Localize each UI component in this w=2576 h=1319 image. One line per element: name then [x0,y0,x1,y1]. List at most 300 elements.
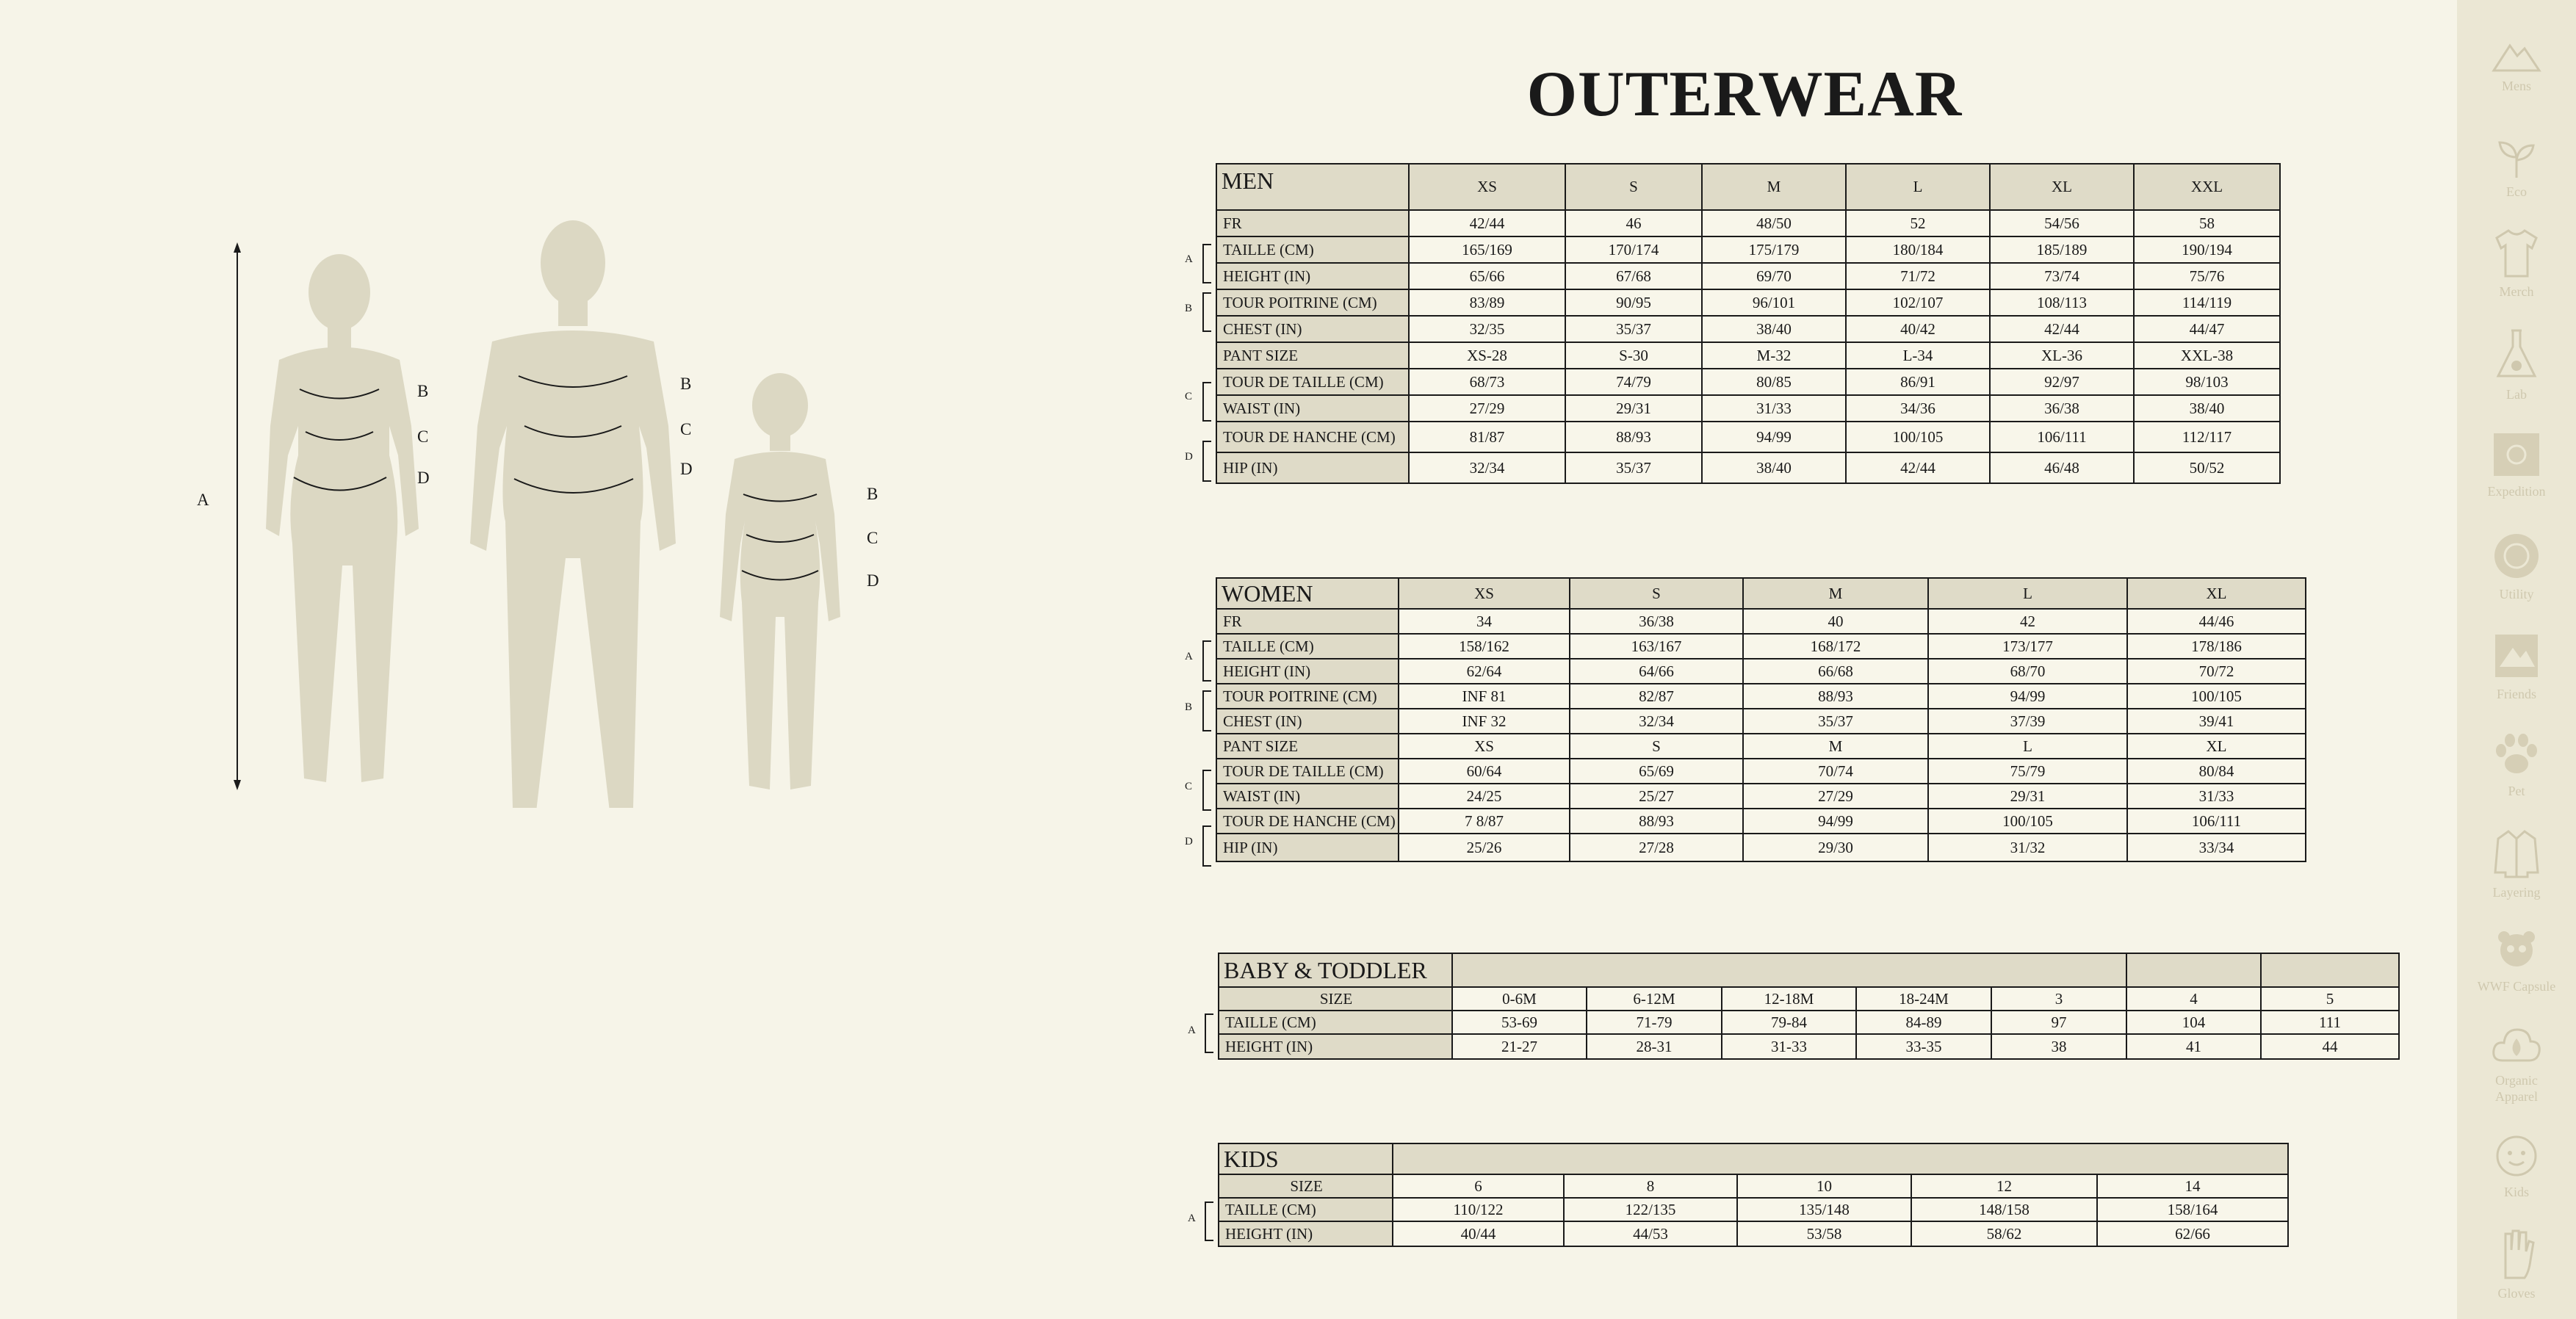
kid-face-icon [2491,1131,2542,1179]
table-cell: 41 [2126,1034,2261,1059]
table-cell: 27/29 [1409,395,1565,422]
table-cell: L [1928,734,2127,759]
table-cell: 92/97 [1990,369,2134,395]
table-cell: 110/122 [1393,1198,1564,1221]
table-cell: 38/40 [1702,316,1846,342]
table-cell: 44/46 [2127,609,2306,634]
table-cell: 46 [1565,210,1702,236]
men-table-title: MEN [1216,164,1409,210]
table-cell: 106/111 [2127,809,2306,834]
table-cell: INF 81 [1399,684,1570,709]
row-label: PANT SIZE [1216,342,1409,369]
table-cell: 18-24M [1856,987,1991,1011]
man-silhouette [470,220,676,808]
table-cell: 148/158 [1911,1198,2097,1221]
table-cell: XXL-38 [2134,342,2280,369]
sidebar-item-label: Expedition [2487,484,2546,499]
table-cell: 7 8/87 [1399,809,1570,834]
table-cell: 33/34 [2127,834,2306,861]
table-cell: 6 [1393,1174,1564,1198]
table-cell: 5 [2261,987,2399,1011]
table-cell: 6-12M [1587,987,1722,1011]
table-cell: 44 [2261,1034,2399,1059]
table-cell: 27/28 [1570,834,1743,861]
table-cell: 21-27 [1452,1034,1587,1059]
table-cell: 62/64 [1399,659,1570,684]
table-cell: 88/93 [1570,809,1743,834]
table-cell: 81/87 [1409,422,1565,452]
men-size-header: S [1565,164,1702,210]
sidebar-item-expedition[interactable] [2457,430,2576,499]
row-label: TOUR POITRINE (CM) [1216,684,1399,709]
table-row [1219,1174,2288,1198]
table-cell: XS-28 [1409,342,1565,369]
table-cell: 0-6M [1452,987,1587,1011]
table-cell: L-34 [1846,342,1990,369]
table-cell: 75/79 [1928,759,2127,784]
women-size-header: XL [2127,578,2306,609]
baby-header-row [1219,953,2399,987]
table-cell: 29/31 [1928,784,2127,809]
table-cell: 94/99 [1743,809,1928,834]
table-cell: 108/113 [1990,289,2134,316]
sidebar-item-kids[interactable] [2457,1131,2576,1200]
table-row [1216,634,2306,659]
kids-bracket-a [1205,1201,1213,1241]
table-row [1216,784,2306,809]
women-size-header: XS [1399,578,1570,609]
table-cell: 168/172 [1743,634,1928,659]
sidebar-item-label: WWF Capsule [2477,979,2556,994]
table-cell: 80/84 [2127,759,2306,784]
baby-bracket-a [1205,1013,1213,1053]
table-cell: 163/167 [1570,634,1743,659]
header-blank-cell [2261,953,2399,987]
table-cell: 71-79 [1587,1011,1722,1034]
table-cell: 27/29 [1743,784,1928,809]
header-blank-cell [1452,953,2126,987]
header-blank-cell [1393,1143,2288,1174]
table-cell: 82/87 [1570,684,1743,709]
table-cell: 64/66 [1570,659,1743,684]
table-row [1216,263,2280,289]
men-bracket-b [1202,292,1211,332]
row-label: HEIGHT (IN) [1219,1034,1452,1059]
table-row [1216,759,2306,784]
women-bracket-b [1202,690,1211,731]
table-cell: 84-89 [1856,1011,1991,1034]
glove-icon [2491,1228,2542,1281]
men-bracket-label-b: B [1185,303,1193,314]
table-cell: 32/34 [1570,709,1743,734]
row-label: TOUR DE HANCHE (CM) [1216,809,1399,834]
table-cell: 14 [2097,1174,2288,1198]
table-cell: 80/85 [1702,369,1846,395]
table-cell: 158/164 [2097,1198,2288,1221]
women-size-header: L [1928,578,2127,609]
kids-header-row [1219,1143,2288,1174]
men-size-header: XS [1409,164,1565,210]
table-cell: 73/74 [1990,263,2134,289]
women-bracket-label-b: B [1185,701,1193,713]
sidebar-item-label: Pet [2508,784,2525,798]
table-row [1219,1198,2288,1221]
table-cell: 68/70 [1928,659,2127,684]
sidebar-item-label: Layering [2492,885,2541,900]
table-row [1219,1034,2399,1059]
table-cell: 97 [1991,1011,2126,1034]
table-cell: 44/47 [2134,316,2280,342]
friends-badge-icon [2491,630,2542,682]
table-cell: 42/44 [1846,452,1990,483]
tshirt-icon [2491,228,2542,279]
sidebar-item-lab[interactable] [2457,328,2576,402]
row-label: CHEST (IN) [1216,709,1399,734]
table-cell: 10 [1737,1174,1911,1198]
men-bracket-label-c: C [1185,391,1193,402]
table-cell: 52 [1846,210,1990,236]
table-row [1216,422,2280,452]
table-cell: 175/179 [1702,236,1846,263]
women-bracket-label-a: A [1185,651,1193,662]
table-cell: 65/69 [1570,759,1743,784]
baby-bracket-label-a: A [1188,1025,1196,1036]
men-size-header: XXL [2134,164,2280,210]
figure-label-b-woman: B [417,382,429,400]
table-cell: 70/74 [1743,759,1928,784]
figure-label-c-man: C [680,420,692,438]
table-cell: 173/177 [1928,634,2127,659]
figure-label-c-child: C [867,529,878,547]
men-size-table [1216,163,2281,484]
table-cell: 42/44 [1990,316,2134,342]
table-cell: M [1743,734,1928,759]
table-cell: 31-33 [1722,1034,1856,1059]
sidebar-item-label: Kids [2503,1185,2529,1199]
table-cell: INF 32 [1399,709,1570,734]
women-table-title: WOMEN [1216,578,1399,609]
table-cell: 100/105 [1928,809,2127,834]
table-cell: 32/35 [1409,316,1565,342]
table-cell: S [1570,734,1743,759]
table-cell: 98/103 [2134,369,2280,395]
men-size-header: XL [1990,164,2134,210]
men-bracket-label-a: A [1185,253,1193,265]
table-cell: 100/105 [2127,684,2306,709]
table-cell: 42 [1928,609,2127,634]
men-bracket-d [1202,441,1211,482]
table-cell: 122/135 [1564,1198,1737,1221]
table-row [1216,289,2280,316]
row-label: PANT SIZE [1216,734,1399,759]
row-label: TAILLE (CM) [1216,236,1409,263]
kids-bracket-label-a: A [1188,1213,1196,1224]
table-cell: 102/107 [1846,289,1990,316]
table-row [1216,236,2280,263]
header-blank-cell [2126,953,2261,987]
table-cell: 38 [1991,1034,2126,1059]
table-cell: 54/56 [1990,210,2134,236]
table-cell: 114/119 [2134,289,2280,316]
table-cell: 40/42 [1846,316,1990,342]
table-cell: 48/50 [1702,210,1846,236]
paw-icon [2491,730,2542,778]
table-cell: 135/148 [1737,1198,1911,1221]
row-label: SIZE [1219,1174,1393,1198]
table-cell: 31/33 [2127,784,2306,809]
sidebar-item-organic-apparel[interactable] [2457,1022,2576,1105]
table-row [1219,987,2399,1011]
women-size-header: M [1743,578,1928,609]
mountain-icon [2491,35,2542,73]
sprout-icon [2491,135,2542,179]
table-row [1216,210,2280,236]
men-bracket-label-d: D [1185,451,1193,463]
table-cell: 31/32 [1928,834,2127,861]
table-cell: 158/162 [1399,634,1570,659]
category-sidebar [2457,0,2576,1319]
table-cell: 36/38 [1570,609,1743,634]
cloud-leaf-icon [2491,1022,2542,1068]
row-label: TOUR POITRINE (CM) [1216,289,1409,316]
table-row [1216,609,2306,634]
table-cell: 33-35 [1856,1034,1991,1059]
table-row [1216,369,2280,395]
figure-label-d-man: D [680,460,693,478]
sidebar-item-label: Utility [2499,587,2534,601]
table-cell: 34/36 [1846,395,1990,422]
sidebar-item-label: Mens [2502,79,2531,93]
sidebar-item-friends[interactable] [2457,630,2576,702]
men-size-header: L [1846,164,1990,210]
figure-label-b-man: B [680,375,692,393]
table-cell: 111 [2261,1011,2399,1034]
figure-label-d-woman: D [417,469,430,487]
figure-label-b-child: B [867,485,878,503]
table-row [1216,395,2280,422]
figure-label-a: A [197,491,209,509]
table-cell: 36/38 [1990,395,2134,422]
utility-badge-icon [2491,530,2542,582]
table-cell: 35/37 [1565,316,1702,342]
row-label: FR [1216,210,1409,236]
table-cell: 67/68 [1565,263,1702,289]
table-cell: 35/37 [1743,709,1928,734]
table-cell: 53-69 [1452,1011,1587,1034]
table-cell: 68/73 [1409,369,1565,395]
women-bracket-c [1202,770,1211,811]
figure-label-d-child: D [867,571,879,590]
women-bracket-label-c: C [1185,781,1193,792]
table-cell: 65/66 [1409,263,1565,289]
table-cell: S-30 [1565,342,1702,369]
kids-size-table [1218,1143,2289,1247]
table-row [1216,709,2306,734]
row-label: TOUR DE TAILLE (CM) [1216,759,1399,784]
table-row [1216,316,2280,342]
sidebar-item-pet[interactable] [2457,730,2576,799]
baby-table-title: BABY & TODDLER [1219,953,1452,987]
sidebar-item-wwf-capsule[interactable] [2457,928,2576,994]
women-size-header: S [1570,578,1743,609]
row-label: HEIGHT (IN) [1216,263,1409,289]
women-bracket-label-d: D [1185,836,1193,848]
table-cell: 86/91 [1846,369,1990,395]
row-label: TOUR DE HANCHE (CM) [1216,422,1409,452]
table-cell: 24/25 [1399,784,1570,809]
row-label: FR [1216,609,1399,634]
sidebar-item-mens[interactable] [2457,35,2576,94]
table-cell: 25/26 [1399,834,1570,861]
table-cell: 58 [2134,210,2280,236]
woman-silhouette [266,254,419,782]
kids-table-title: KIDS [1219,1143,1393,1174]
row-label: TOUR DE TAILLE (CM) [1216,369,1409,395]
table-cell: 88/93 [1565,422,1702,452]
table-cell: 75/76 [2134,263,2280,289]
table-cell: 66/68 [1743,659,1928,684]
sidebar-item-label: Organic Apparel [2495,1073,2538,1104]
table-row [1216,734,2306,759]
table-row [1216,809,2306,834]
sidebar-item-label: Lab [2506,387,2527,402]
sidebar-item-label: Eco [2506,184,2527,199]
table-cell: 25/27 [1570,784,1743,809]
table-cell: 40 [1743,609,1928,634]
table-cell: 94/99 [1928,684,2127,709]
row-label: TAILLE (CM) [1219,1011,1452,1034]
row-label: HIP (IN) [1216,834,1399,861]
expedition-badge-icon [2491,430,2542,479]
men-header-row [1216,164,2280,210]
women-bracket-a [1202,640,1211,682]
table-cell: 96/101 [1702,289,1846,316]
table-row [1216,659,2306,684]
table-cell: 170/174 [1565,236,1702,263]
row-label: HEIGHT (IN) [1216,659,1399,684]
sidebar-item-label: Friends [2497,687,2536,701]
table-cell: M-32 [1702,342,1846,369]
row-label: HEIGHT (IN) [1219,1221,1393,1246]
table-cell: 53/58 [1737,1221,1911,1246]
table-cell: 12-18M [1722,987,1856,1011]
table-cell: 3 [1991,987,2126,1011]
row-label: TAILLE (CM) [1219,1198,1393,1221]
table-cell: 50/52 [2134,452,2280,483]
table-cell: 58/62 [1911,1221,2097,1246]
row-label: WAIST (IN) [1216,784,1399,809]
men-bracket-a [1202,244,1211,283]
women-bracket-d [1202,825,1211,867]
table-cell: 29/31 [1565,395,1702,422]
table-cell: 46/48 [1990,452,2134,483]
men-size-header: M [1702,164,1846,210]
row-label: CHEST (IN) [1216,316,1409,342]
row-label: SIZE [1219,987,1452,1011]
sidebar-item-eco[interactable] [2457,135,2576,200]
table-row [1219,1011,2399,1034]
table-cell: 88/93 [1743,684,1928,709]
table-cell: XL [2127,734,2306,759]
table-row [1216,452,2280,483]
table-cell: 185/189 [1990,236,2134,263]
table-cell: 38/40 [2134,395,2280,422]
table-cell: 190/194 [2134,236,2280,263]
child-silhouette [720,373,840,789]
table-cell: 83/89 [1409,289,1565,316]
table-cell: 60/64 [1399,759,1570,784]
table-cell: 28-31 [1587,1034,1722,1059]
table-cell: 100/105 [1846,422,1990,452]
table-row [1219,1221,2288,1246]
table-cell: 38/40 [1702,452,1846,483]
table-cell: XS [1399,734,1570,759]
sidebar-item-gloves[interactable] [2457,1228,2576,1301]
page-title: OUTERWEAR [1526,59,1963,130]
table-cell: XL-36 [1990,342,2134,369]
row-label: WAIST (IN) [1216,395,1409,422]
table-cell: 29/30 [1743,834,1928,861]
table-row [1216,684,2306,709]
table-cell: 70/72 [2127,659,2306,684]
table-cell: 74/79 [1565,369,1702,395]
table-cell: 180/184 [1846,236,1990,263]
table-cell: 12 [1911,1174,2097,1198]
table-cell: 42/44 [1409,210,1565,236]
table-cell: 39/41 [2127,709,2306,734]
table-cell: 8 [1564,1174,1737,1198]
table-cell: 62/66 [2097,1221,2288,1246]
table-cell: 106/111 [1990,422,2134,452]
table-cell: 32/34 [1409,452,1565,483]
table-cell: 178/186 [2127,634,2306,659]
sidebar-item-label: Merch [2499,284,2534,299]
table-cell: 104 [2126,1011,2261,1034]
women-header-row [1216,578,2306,609]
table-cell: 40/44 [1393,1221,1564,1246]
table-cell: 94/99 [1702,422,1846,452]
table-cell: 44/53 [1564,1221,1737,1246]
panda-icon [2491,928,2542,974]
table-cell: 79-84 [1722,1011,1856,1034]
height-arrow [234,242,241,790]
table-cell: 165/169 [1409,236,1565,263]
table-cell: 37/39 [1928,709,2127,734]
table-row [1216,834,2306,861]
table-row [1216,342,2280,369]
figure-label-c-woman: C [417,427,429,446]
men-bracket-c [1202,382,1211,422]
flask-icon [2491,328,2542,382]
women-size-table [1216,577,2306,862]
sidebar-item-layering[interactable] [2457,828,2576,900]
table-cell: 31/33 [1702,395,1846,422]
jacket-icon [2491,828,2542,880]
row-label: TAILLE (CM) [1216,634,1399,659]
table-cell: 34 [1399,609,1570,634]
table-cell: 69/70 [1702,263,1846,289]
table-cell: 35/37 [1565,452,1702,483]
baby-toddler-size-table [1218,953,2400,1060]
sidebar-item-merch[interactable] [2457,228,2576,300]
table-cell: 90/95 [1565,289,1702,316]
row-label: HIP (IN) [1216,452,1409,483]
sidebar-item-utility[interactable] [2457,530,2576,602]
table-cell: 112/117 [2134,422,2280,452]
table-cell: 71/72 [1846,263,1990,289]
table-cell: 4 [2126,987,2261,1011]
body-measurement-figure [169,206,903,808]
